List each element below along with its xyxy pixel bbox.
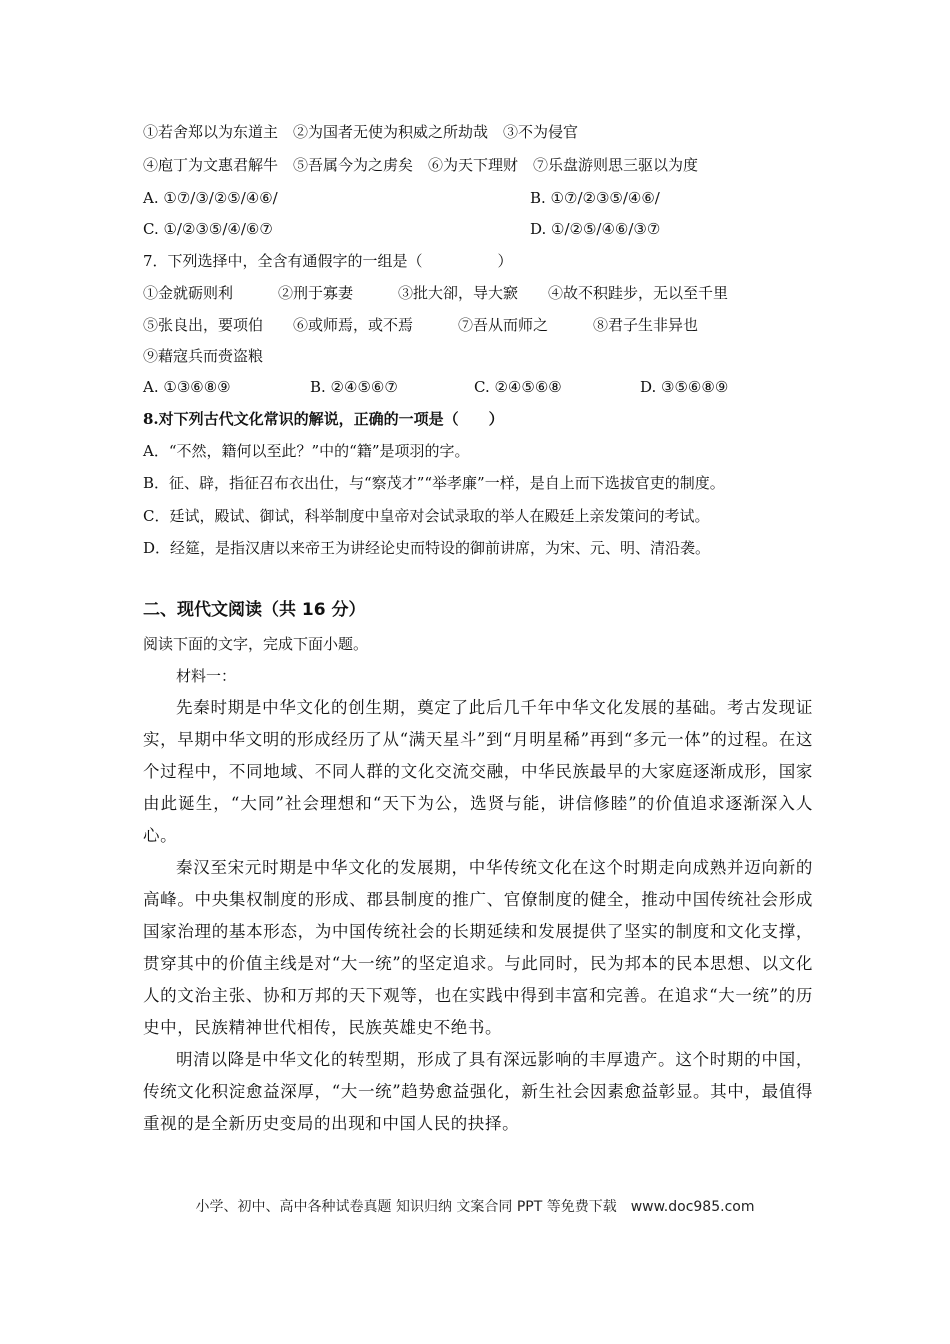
q8-option-a: A．“不然，籍何以至此？”中的“籍”是项羽的字。 bbox=[143, 442, 470, 460]
q6-option-a: A. ①⑦/③/②⑤/④⑥/ bbox=[143, 189, 278, 207]
material-label: 材料一： bbox=[176, 667, 237, 685]
q7-option-c: C. ②④⑤⑥⑧ bbox=[474, 378, 562, 396]
section-instruction: 阅读下面的文字，完成下面小题。 bbox=[143, 635, 369, 653]
q6-option-b: B. ①⑦/②③⑤/④⑥/ bbox=[530, 189, 660, 207]
q7-items-line-1: ①金就砺则利 ②刑于寡妻 ③批大卻，导大窾 ④故不积跬步，无以至千里 bbox=[143, 284, 729, 302]
q7-stem: 7．下列选择中，全含有通假字的一组是（ ） bbox=[143, 252, 513, 270]
q8-option-c: C．廷试，殿试、御试，科举制度中皇帝对会试录取的举人在殿廷上亲发策问的考试。 bbox=[143, 507, 710, 525]
page-footer: 小学、初中、高中各种试卷真题 知识归纳 文案合同 PPT 等免费下载 www.doc985.com bbox=[195, 1199, 755, 1215]
paragraph-3: 明清以降是中华文化的转型期，形成了具有深远影响的丰厚遗产。这个时期的中国，传统文化积淀愈益深厚，“大一统”趋势愈益强化，新生社会因素愈益彰显。其中，最值得重视的是全新历史变局的出现和中国人民的抉择。 bbox=[143, 1050, 813, 1133]
q8-option-d: D．经筵，是指汉唐以来帝王为讲经论史而特设的御前讲席，为宋、元、明、清沿袭。 bbox=[143, 539, 711, 557]
q7-option-a: A. ①③⑥⑧⑨ bbox=[143, 378, 231, 396]
q7-items-line-2: ⑤张良出，要项伯 ⑥或师焉，或不焉 ⑦吾从而师之 ⑧君子生非异也 bbox=[143, 316, 699, 334]
q6-items-line-1: ①若舍郑以为东道主 ②为国者无使为积威之所劫哉 ③不为侵官 bbox=[143, 123, 579, 141]
material-text bbox=[143, 692, 813, 1140]
q7-option-d: D. ③⑤⑥⑧⑨ bbox=[640, 378, 729, 396]
q6-option-c: C. ①/②③⑤/④/⑥⑦ bbox=[143, 220, 273, 238]
q6-option-d: D. ①/②⑤/④⑥/③⑦ bbox=[530, 220, 661, 238]
paragraph-1: 先秦时期是中华文化的创生期，奠定了此后几千年中华文化发展的基础。考古发现证实，早期中华文明的形成经历了从“满天星斗”到“月明星稀”再到“多元一体”的过程。在这个过程中，不同地域、不同人群的文化交流交融，中华民族最早的大家庭逐渐成形，国家由此诞生，“大同”社会理想和“天下为公，选贤与能，讲信修睦”的价值追求逐渐深入人心。 bbox=[143, 698, 813, 845]
paragraph-2: 秦汉至宋元时期是中华文化的发展期，中华传统文化在这个时期走向成熟并迈向新的高峰。中央集权制度的形成、郡县制度的推广、官僚制度的健全，推动中国传统社会形成国家治理的基本形态，为中国传统社会的长期延续和发展提供了坚实的制度和文化支撑，贯穿其中的价值主线是对“大一统”的坚定追求。与此同时，民为邦本的民本思想、以文化人的文治主张、协和万邦的天下观等，也在实践中得到丰富和完善。在追求“大一统”的历史中，民族精神世代相传，民族英雄史不绝书。 bbox=[143, 858, 813, 1037]
q6-items-line-2: ④庖丁为文惠君解牛 ⑤吾属今为之虏矣 ⑥为天下理财 ⑦乐盘游则思三驱以为度 bbox=[143, 156, 699, 174]
q8-option-b: B．征、辟，指征召布衣出仕，与“察茂才”“举孝廉”一样，是自上而下选拔官吏的制度。 bbox=[143, 474, 725, 492]
q8-stem: 8.对下列古代文化常识的解说，正确的一项是（ ） bbox=[143, 410, 504, 428]
section-heading: 二、现代文阅读（共 16 分） bbox=[143, 600, 366, 620]
q7-option-b: B. ②④⑤⑥⑦ bbox=[310, 378, 398, 396]
q7-items-line-3: ⑨藉寇兵而赍盗粮 bbox=[143, 347, 264, 365]
